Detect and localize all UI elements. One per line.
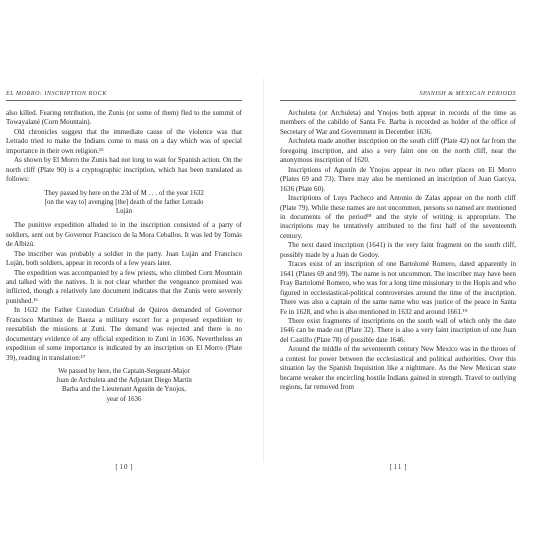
quote-line: [on the way to] avenging [the] death of the father Letrado	[44, 198, 204, 206]
paragraph: also killed. Fearing retribution, the Zunis (or some of them) fled to the summit of Towayalané (Corn Mountain).	[6, 109, 242, 127]
page-number-value: 10	[119, 463, 129, 471]
page-number: [ 11 ]	[389, 463, 407, 471]
quote-line: Juan de Archuleta and the Adjutant Diego Martín	[56, 377, 192, 385]
quote-line: Barba and the Lieutenant Agustín de Ynojos,	[62, 386, 186, 394]
paragraph: In 1632 the Father Custodian Cristóbal de Quiros demanded of Governor Francisco Martínez de Baeza a military escort for a proposed expedition to reestablish the missions at Zuni. The demand was rejected and there is no documentary evidence of any official expedition to Zuni in 1636. Nevertheless an expedition of some importance is indicated by an inscription on El Morro (Plate 39), reading in translation:¹⁷	[6, 306, 242, 362]
paragraph: The inscriber was probably a soldier in the party. Juan Luján and Francisco Luján, both soldiers, appear in records of a few years later.	[6, 249, 242, 268]
gutter	[263, 78, 264, 462]
paragraph: Archuleta (or Archuleta) and Ynojos both appear in records of the time as members of the cabildo of Santa Fe. Barba is recorded as holder of the office of Secretary of War and Government in December 1636.	[280, 109, 516, 136]
running-head: SPANISH & MEXICAN PERIODS	[419, 90, 516, 97]
running-head: EL MORRO: INSCRIPTION ROCK	[6, 90, 107, 97]
page-body	[280, 109, 516, 393]
paragraph: As shown by El Morro the Zunis had not long to wait for Spanish action. On the north cliff (Plate 90) is a cryptographic inscription, which has been translated as follows:	[6, 156, 242, 184]
paragraph: Inscriptions of Agustín de Ynojos appear in two other places on El Morro (Plates 69 and 73). There may also be mentioned an inscription of Juan Garcya, 1636 (Plate 60).	[280, 165, 516, 193]
quote-line: They passed by here on the 23d of M . . . of the year 1632	[44, 189, 204, 197]
left-page	[6, 78, 242, 471]
quote-line: Luján	[115, 208, 133, 216]
page-body	[6, 109, 242, 409]
right-page	[280, 78, 516, 471]
paragraph: Traces exist of an inscription of one Bartolomé Romero, dated apparently in 1641 (Plates 69 and 99). The name is not uncommon. The inscriber may have been Fray Bartolomé Romero, who was for a long time missionary to the Hopis and who figured in ecclesiastical-political controversies around the time of the inscription. There was also a captain of the same name who was justice of the peace in Santa Fe in 1628, and who is also mentioned in 1632 and around 1661.¹⁹	[280, 260, 516, 316]
paragraph: The next dated inscription (1641) is the very faint fragment on the south cliff, possibly made by a Juan de Godoy.	[280, 241, 516, 259]
paragraph: There exist fragments of inscriptions on the south wall of which only the date 1646 can be made out (Plate 32). There is also a very faint inscription of one Juan del Castillo (Plate 78) of possible date 1646.	[280, 316, 516, 344]
header-rule	[6, 100, 242, 101]
block-quote	[6, 367, 242, 404]
quote-line: We passed by here, the Captain-Sergeant-Major	[58, 368, 190, 376]
paragraph: Inscriptions of Luys Pacheco and Antonio de Zalas appear on the north cliff (Plate 79). While these names are not uncommon, persons so named are mentioned in documents of the period¹⁸ and the style of writing is appropriate. The inscriptions may be tentatively attributed to the first half of the seventeenth century.	[280, 194, 516, 240]
page-number: [ 10 ]	[115, 463, 133, 471]
paragraph: Old chronicles suggest that the immediate cause of the violence was that Letrado tried to make the Indians come to mass on a day which was of special importance in their own religion.¹⁵	[6, 127, 242, 155]
quote-line: year of 1636	[106, 395, 142, 403]
paragraph: Around the middle of the seventeenth century New Mexico was in the throes of a contest for power between the ecclesiastical and political authorities. Over this situation lay the Spanish Inquisition like a nightmare. As the New Mexican state became weaker the encircling hostile Indians gained in strength. Travel to outlying regions, far removed from	[280, 345, 516, 392]
block-quote	[6, 189, 242, 217]
paragraph: The expedition was accompanied by a few priests, who climbed Corn Mountain and talked with the natives. It is not clear whether the vengeance promised was inflicted, though a relatively late document indicates that the Zunis were severely punished.¹⁶	[6, 268, 242, 305]
paragraph: Archuleta made another inscription on the south cliff (Plate 42) not far from the foregoing inscription, and also a very faint one on the north cliff, near the anonymous inscription of 1620.	[280, 137, 516, 165]
paragraph: The punitive expedition alluded to in the inscription consisted of a party of soldiers, sent out by Governor Francisco de la Mora Ceballos. It was led by Tomás de Albizú.	[6, 221, 242, 249]
page-number-value: 11	[393, 463, 403, 471]
header-rule	[280, 100, 516, 101]
